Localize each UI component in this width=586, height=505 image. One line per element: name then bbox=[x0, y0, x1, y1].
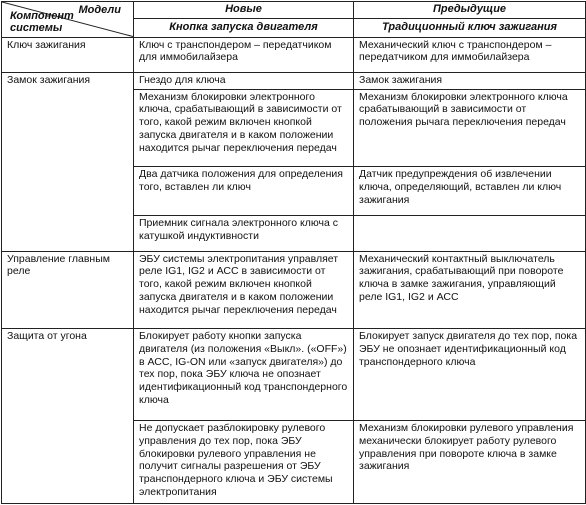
table-row bbox=[2, 329, 586, 421]
header-previous-sub: Традиционный ключ зажигания bbox=[354, 18, 586, 37]
comparison-table bbox=[1, 1, 586, 504]
previous-cell: Механический ключ с транспондером – передатчиком для иммобилайзера bbox=[354, 37, 586, 73]
new-cell: Приемник сигнала электронного ключа с катушкой индуктивности bbox=[134, 216, 354, 252]
previous-cell: Блокирует запуск двигателя до тех пор, пока ЭБУ не опознает идентификационный код транспондерного ключа bbox=[354, 329, 586, 421]
previous-cell: Датчик предупреждения об извлечении ключа, определяющий, вставлен ли ключ зажигания bbox=[354, 167, 586, 216]
component-cell: Защита от угона bbox=[2, 329, 134, 504]
previous-cell: Механический контактный выключатель зажигания, срабатывающий при повороте ключа в замке зажигания, управляющий реле IG1, IG2 и АСС bbox=[354, 251, 586, 328]
header-previous: Предыдущие bbox=[354, 2, 586, 19]
component-cell: Управление главным реле bbox=[2, 251, 134, 328]
header-component-label: Компонент системы bbox=[10, 9, 74, 34]
new-cell: Механизм блокировки электронного ключа, срабатывающий в зависимости от того, какой режим включен кнопкой запуска двигателя и в каком положении находится рычаг переключения передач bbox=[134, 89, 354, 166]
previous-cell bbox=[354, 216, 586, 252]
table-row bbox=[2, 73, 586, 90]
header-diagonal-cell bbox=[2, 2, 134, 38]
new-cell: ЭБУ системы электропитания управляет реле IG1, IG2 и АСС в зависимости от того, какой режим включен кнопкой запуска двигателя и в каком положении находится рычаг переключения передач bbox=[134, 251, 354, 328]
table-row bbox=[2, 251, 586, 328]
new-cell: Блокирует работу кнопки запуска двигателя (из положения «Выкл». («OFF») в АСС, IG-ON или «запуск двигателя») до тех пор, пока ЭБУ ключа не опознает идентификационный код транспондерного ключа bbox=[134, 329, 354, 421]
previous-cell: Замок зажигания bbox=[354, 73, 586, 90]
header-new-sub: Кнопка запуска двигателя bbox=[134, 18, 354, 37]
header-models-label: Модели bbox=[78, 4, 121, 16]
new-cell: Ключ с транспондером – передатчиком для иммобилайзера bbox=[134, 37, 354, 73]
new-cell: Два датчика положения для определения того, вставлен ли ключ bbox=[134, 167, 354, 216]
new-cell: Гнездо для ключа bbox=[134, 73, 354, 90]
table-row bbox=[2, 37, 586, 73]
new-cell: Не допускает разблокировку рулевого управления до тех пор, пока ЭБУ блокировки рулевого управления не получит сигналы разрешения от ЭБУ транспондерного ключа и ЭБУ системы электропитания bbox=[134, 421, 354, 504]
previous-cell: Механизм блокировки электронного ключа срабатывающий в зависимости от положения рычага переключения передач bbox=[354, 89, 586, 166]
previous-cell: Механизм блокировки рулевого управления механически блокирует работу рулевого управления при повороте ключа в замке зажигания bbox=[354, 421, 586, 504]
component-cell: Замок зажигания bbox=[2, 73, 134, 252]
component-cell: Ключ зажигания bbox=[2, 37, 134, 73]
header-new: Новые bbox=[134, 2, 354, 19]
